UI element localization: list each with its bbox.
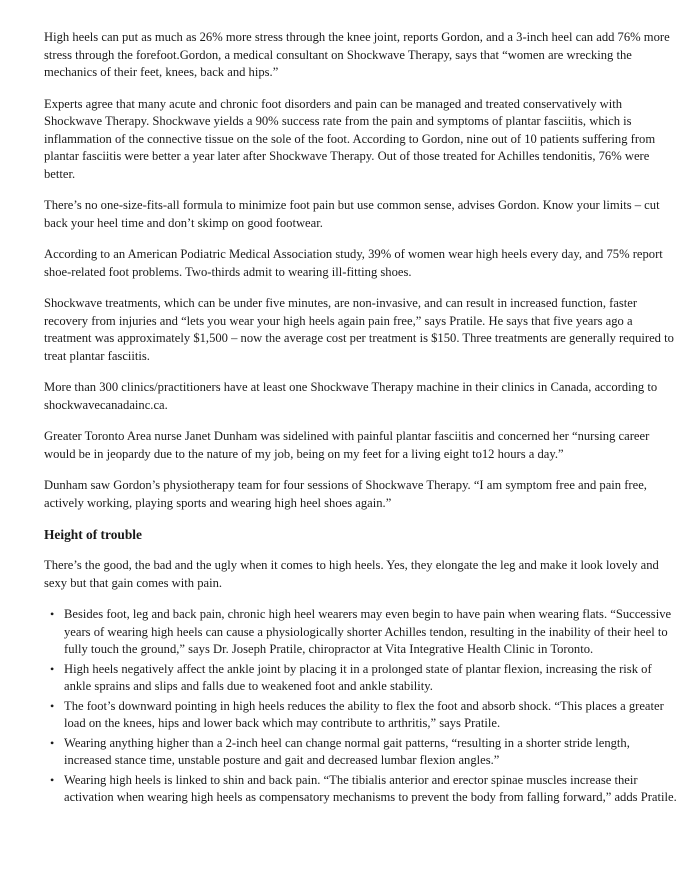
list-item-text: Wearing high heels is linked to shin and back pain. “The tibialis anterior and erector spinae muscles increase their activation when wearing high heels as compensatory mechanisms to prevent the body from falling forward,” adds Pratile. (64, 772, 677, 804)
paragraph-stress-stats: High heels can put as much as 26% more stress through the knee joint, reports Gordon, and a 3-inch heel can add 76% more stress through the forefoot.Gordon, a medical consultant on Shockwave Therapy, says that “women are wrecking the mechanics of their feet, knees, back and hips.” (44, 30, 670, 79)
paragraph-nurse-dunham: Greater Toronto Area nurse Janet Dunham was sidelined with painful plantar fasciitis and concerned her “nursing career would be in jeopardy due to the nature of my job, being on my feet for a living eight to12 hours a day.” (44, 429, 650, 461)
paragraph-apma-study: According to an American Podiatric Medical Association study, 39% of women wear high heels every day, and 75% report shoe-related foot problems. Two-thirds admit to wearing ill-fitting shoes. (44, 247, 663, 279)
paragraph-shockwave-success: Experts agree that many acute and chronic foot disorders and pain can be managed and treated conservatively with Shockwave Therapy. Shockwave yields a 90% success rate from the pain and symptoms of plantar fasciitis, which is inflammation of the connective tissue on the sole of the foot. According to Gordon, nine out of 10 patients suffering from plantar fasciitis were better a year later after Shockwave Therapy. Out of those treated for Achilles tendonitis, 76% were better. (44, 96, 656, 181)
list-item-text: The foot’s downward pointing in high heels reduces the ability to flex the foot and absorb shock. “This places a greater load on the knees, hips and lower back which may contribute to arthritis,” says Pratile. (64, 698, 664, 730)
list-item (50, 735, 680, 770)
bullet-list (44, 606, 680, 807)
paragraph-common-sense: There’s no one-size-fits-all formula to minimize foot pain but use common sense, advises Gordon. Know your limits – cut back your heel time and don’t skimp on good footwear. (44, 198, 660, 230)
bullet-icon: • (50, 735, 55, 750)
list-item (50, 661, 680, 696)
list-item (50, 698, 680, 733)
list-item-text: Wearing anything higher than a 2-inch heel can change normal gait patterns, “resulting in a shorter stride length, increased stance time, unstable posture and gait and decreased lumbar flexion angles.” (64, 735, 630, 767)
bullet-icon: • (50, 607, 55, 621)
section-heading: Height of trouble (44, 527, 142, 542)
list-item (50, 772, 680, 807)
list-item-text: High heels negatively affect the ankle joint by placing it in a prolonged state of plantar flexion, increasing the risk of ankle sprains and slips and falls due to weakened foot and ankle stability. (64, 661, 652, 693)
paragraph-section-intro: There’s the good, the bad and the ugly when it comes to high heels. Yes, they elongate the leg and make it look lovely and sexy but that gain comes with pain. (44, 558, 659, 590)
bullet-icon: • (50, 661, 55, 676)
list-item-text: Besides foot, leg and back pain, chronic high heel wearers may even begin to have pain when wearing flats. “Successive years of wearing high heels can cause a physiologically shorter Achilles tendon, resulting in the inability of their heel to fully touch the ground,” says Dr. Joseph Pratile, chiropractor at Vita Integrative Health Clinic in Toronto. (64, 607, 672, 656)
paragraph-treatment-cost: Shockwave treatments, which can be under five minutes, are non-invasive, and can result in increased function, faster recovery from injuries and “lets you wear your high heels again pain free,” says Pratile. He says that five years ago a treatment was approximately $1,500 – now the average cost per treatment is $150. Three treatments are generally required to treat plantar fasciitis. (44, 296, 674, 363)
paragraph-dunham-result: Dunham saw Gordon’s physiotherapy team for four sessions of Shockwave Therapy. “I am symptom free and pain free, actively working, playing sports and wearing high heel shoes again.” (44, 478, 647, 510)
list-item (50, 606, 680, 659)
paragraph-clinics-count: More than 300 clinics/practitioners have at least one Shockwave Therapy machine in their clinics in Canada, according to shockwavecanadainc.ca. (44, 380, 658, 412)
bullet-icon: • (50, 772, 55, 787)
bullet-icon: • (50, 698, 55, 713)
